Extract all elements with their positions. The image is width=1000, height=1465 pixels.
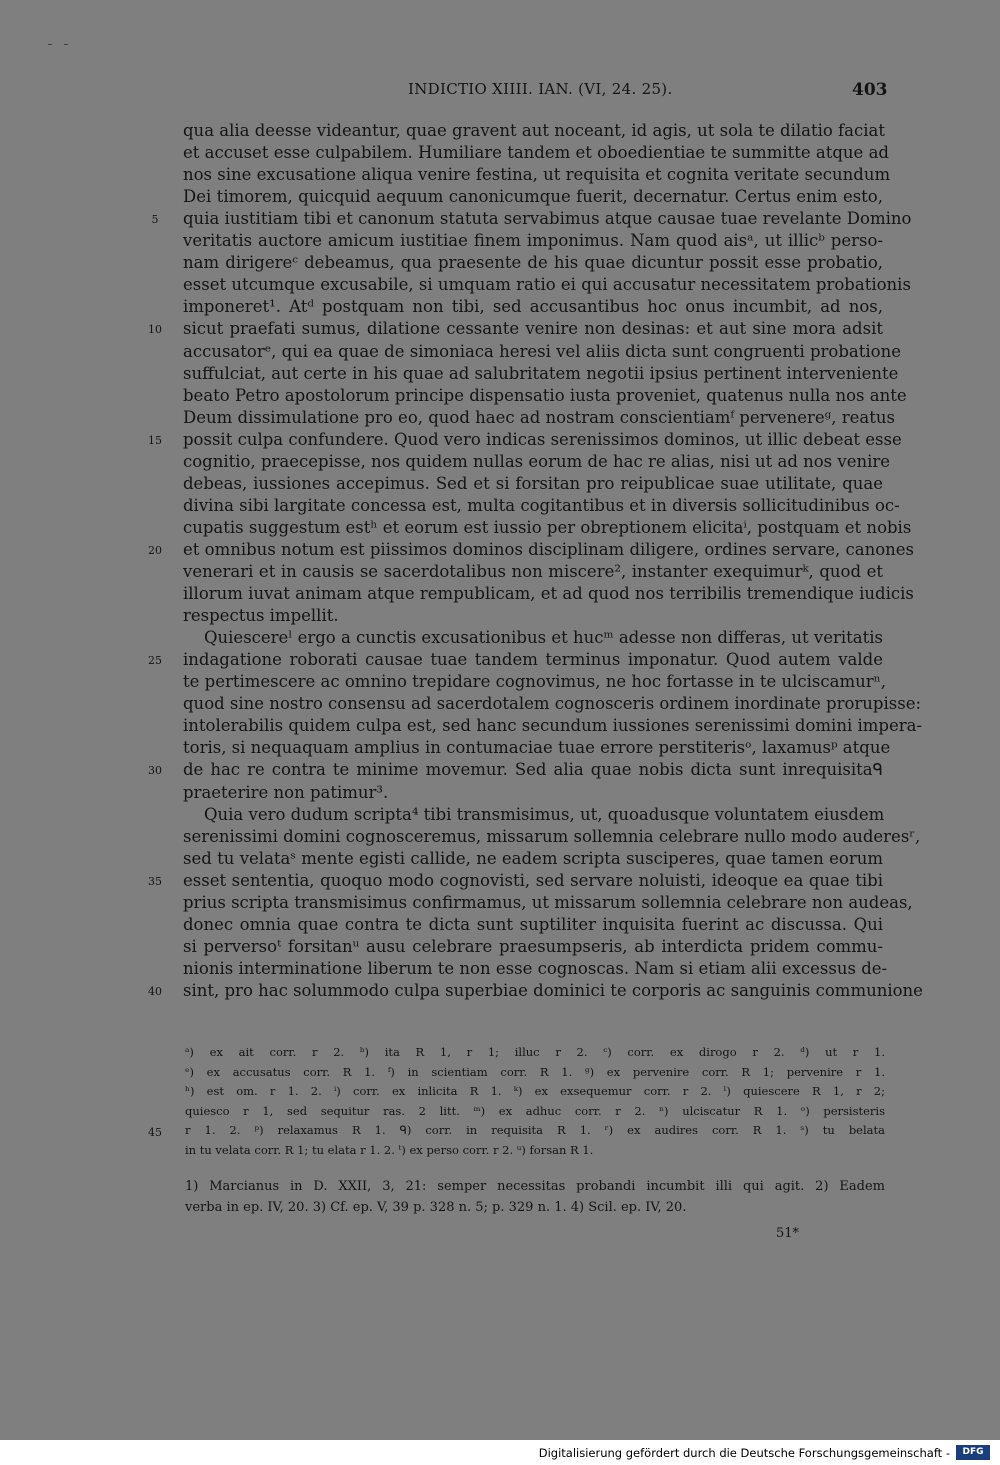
text-line: nam dirigereᶜ debeamus, qua praesente de his quae dicuntur possit esse probatio,	[183, 253, 883, 273]
signature-mark: 51*	[776, 1226, 800, 1241]
text-line: imponeret¹. Atᵈ postquam non tibi, sed accusantibus hoc onus incumbit, ad nos,	[183, 297, 883, 317]
text-line: nionis interminatione liberum te non esse cognoscas. Nam si etiam alii excessus de-	[183, 958, 888, 978]
text-line: toris, si nequaquam amplius in contumaciae tuae errore perstiterisᵒ, laxamusᵖ atque	[183, 738, 891, 758]
text-line: accusatorᵉ, qui ea quae de simoniaca heresi vel aliis dicta sunt congruenti probatione	[183, 341, 901, 361]
text-line: Quia vero dudum scripta⁴ tibi transmisimus, ut, quoadusque voluntatem eiusdem	[183, 804, 885, 824]
text-line: esset utcumque excusabile, si umquam ratio ei qui accusatur necessitatem probationis	[183, 275, 911, 295]
text-line: de hac re contra te minime movemur. Sed alia quae nobis dicta sunt inrequisitaᑫ	[183, 760, 883, 780]
text-line: sint, pro hac solummodo culpa superbiae dominici te corporis ac sanguinis communione	[183, 980, 923, 1000]
line-number: 30	[148, 764, 162, 778]
line-number: 45	[148, 1126, 162, 1139]
text-line: qua alia deesse videantur, quae gravent aut noceant, id agis, ut sola te dilatio faciat	[183, 121, 885, 140]
text-line: respectus impellit.	[183, 606, 339, 626]
text-line: indagatione roborati causae tuae tandem terminus imponatur. Quod autem valde	[183, 650, 883, 670]
text-line: et omnibus notum est piissimos dominos disciplinam diligere, ordines servare, canones	[183, 539, 914, 559]
line-number: 5	[151, 213, 159, 227]
text-line: sicut praefati sumus, dilatione cessante venire non desinas: et aut sine mora adsit	[183, 319, 883, 339]
line-number: 25	[148, 654, 162, 668]
footer-credit: Digitalisierung gefördert durch die Deutsche Forschungsgemeinschaft -	[538, 1446, 950, 1460]
text-line: sed tu velataˢ mente egisti callide, ne eadem scripta susciperes, quae tamen eorum	[183, 848, 883, 868]
line-number: 20	[148, 543, 162, 557]
text-line: illorum iuvat animam atque rempublicam, et ad quod nos terribilis tremendique iudicis	[183, 584, 914, 604]
line-number: 10	[148, 323, 162, 337]
text-line: te pertimescere ac omnino trepidare cognovimus, ne hoc fortasse in te ulciscamurⁿ,	[183, 672, 887, 692]
line-number: 15	[148, 433, 162, 447]
text-line: cognitio, praecepisse, nos quidem nullas eorum de hac re alias, nisi ut ad nos venire	[183, 451, 891, 471]
running-header: INDICTIO XIIII. IAN. (VI, 24. 25).	[408, 80, 673, 98]
text-line: praeterire non patimur³.	[183, 782, 389, 802]
text-line: intolerabilis quidem culpa est, sed hanc secundum iussiones serenissimi domini impera-	[183, 716, 923, 736]
footnote-line: in tu velata corr. R 1; tu elata r 1. 2. ᵗ) ex perso corr. r 2. ᵘ) forsan R 1.	[185, 1142, 594, 1157]
footnote-line: ᵃ) ex ait corr. r 2. ᵇ) ita R 1, r 1; illuc r 2. ᶜ) corr. ex dirogo r 2. ᵈ) ut r 1.	[185, 1045, 885, 1059]
footnote-line: r 1. 2. ᵖ) relaxamus R 1. ᑫ) corr. in requisita R 1. ʳ) ex audires corr. R 1. ˢ) tu belata	[185, 1123, 885, 1137]
text-line: serenissimi domini cognosceremus, missarum sollemnia celebrare nullo modo auderesʳ,	[183, 826, 921, 846]
scan-speck	[48, 44, 52, 45]
text-line: si perversoᵗ forsitanᵘ ausu celebrare praesumpseris, ab interdicta pridem commu-	[183, 936, 883, 956]
text-line: quod sine nostro consensu ad sacerdotalem cognosceris ordinem inordinate prorupisse:	[183, 694, 922, 714]
scan-speck	[64, 44, 68, 45]
dfg-logo: DFG	[956, 1445, 990, 1460]
text-line: venerari et in causis se sacerdotalibus non miscere², instanter exequimurᵏ, quod et	[183, 562, 883, 581]
footnote-line: ʰ) est om. r 1. 2. ⁱ) corr. ex inlicita R 1. ᵏ) ex exsequemur corr. r 2. ˡ) quiescere R 1, r 2;	[185, 1084, 885, 1098]
text-line: et accuset esse culpabilem. Humiliare tandem et oboedientiae te summitte atque ad	[183, 143, 889, 163]
line-number: 40	[148, 984, 162, 998]
text-line: quia iustitiam tibi et canonum statuta servabimus atque causae tuae revelante Domino	[183, 209, 912, 229]
source-note-line: verba in ep. IV, 20. 3) Cf. ep. V, 39 p. 328 n. 5; p. 329 n. 1. 4) Scil. ep. IV, 20.	[185, 1200, 687, 1215]
text-line: Deum dissimulatione pro eo, quod haec ad nostram conscientiamᶠ pervenereᵍ, reatus	[183, 407, 895, 427]
line-number: 35	[148, 874, 162, 888]
footnote-line: quiesco r 1, sed sequitur ras. 2 litt. ᵐ) ex adhuc corr. r 2. ⁿ) ulciscatur R 1. ᵒ) persisteris	[185, 1103, 885, 1118]
text-line: cupatis suggestum estʰ et eorum est iussio per obreptionem elicitaⁱ, postquam et nobis	[183, 517, 912, 537]
text-line: beato Petro apostolorum principe dispensatio iusta proveniet, quatenus nulla nos ante	[183, 385, 907, 405]
text-line: nos sine excusatione aliqua venire festina, ut requisita et cognita veritate secundum	[183, 165, 891, 185]
text-line: Quiescereˡ ergo a cunctis excusationibus et hucᵐ adesse non differas, ut veritatis	[183, 628, 883, 648]
text-line: veritatis auctore amicum iustitiae finem imponimus. Nam quod aisᵃ, ut illicᵇ perso-	[183, 231, 883, 251]
text-line: donec omnia quae contra te dicta sunt suptiliter inquisita fuerint ac discussa. Qui	[183, 914, 883, 934]
text-line: Dei timorem, quicquid aequum canonicumque fuerit, decernatur. Certus enim esto,	[183, 187, 883, 207]
page-number: 403	[852, 80, 888, 100]
source-note-line: 1) Marcianus in D. XXII, 3, 21: semper necessitas probandi incumbit illi qui agit. 2) Eadem	[185, 1179, 885, 1194]
text-line: prius scripta transmisimus confirmamus, ut missarum sollemnia celebrare non audeas,	[183, 892, 913, 912]
text-line: possit culpa confundere. Quod vero indicas serenissimos dominos, ut illic debeat esse	[183, 429, 902, 449]
text-line: suffulciat, aut certe in his quae ad salubritatem negotii ipsius pertinent interveniente	[183, 363, 899, 383]
text-line: esset sententia, quoquo modo cognovisti, sed servare noluisti, ideoque ea quae tibi	[183, 870, 883, 890]
footnote-line: ᵉ) ex accusatus corr. R 1. ᶠ) in scientiam corr. R 1. ᵍ) ex pervenire corr. R 1; pervenire r 1.	[185, 1064, 885, 1079]
text-line: divina sibi largitate concessa est, multa cogitantibus et in diversis sollicitudinibus oc-	[183, 495, 900, 515]
text-line: debeas, iussiones accepimus. Sed et si forsitan pro reipublicae suae utilitate, quae	[183, 473, 883, 493]
footer-bar	[0, 1440, 1000, 1465]
